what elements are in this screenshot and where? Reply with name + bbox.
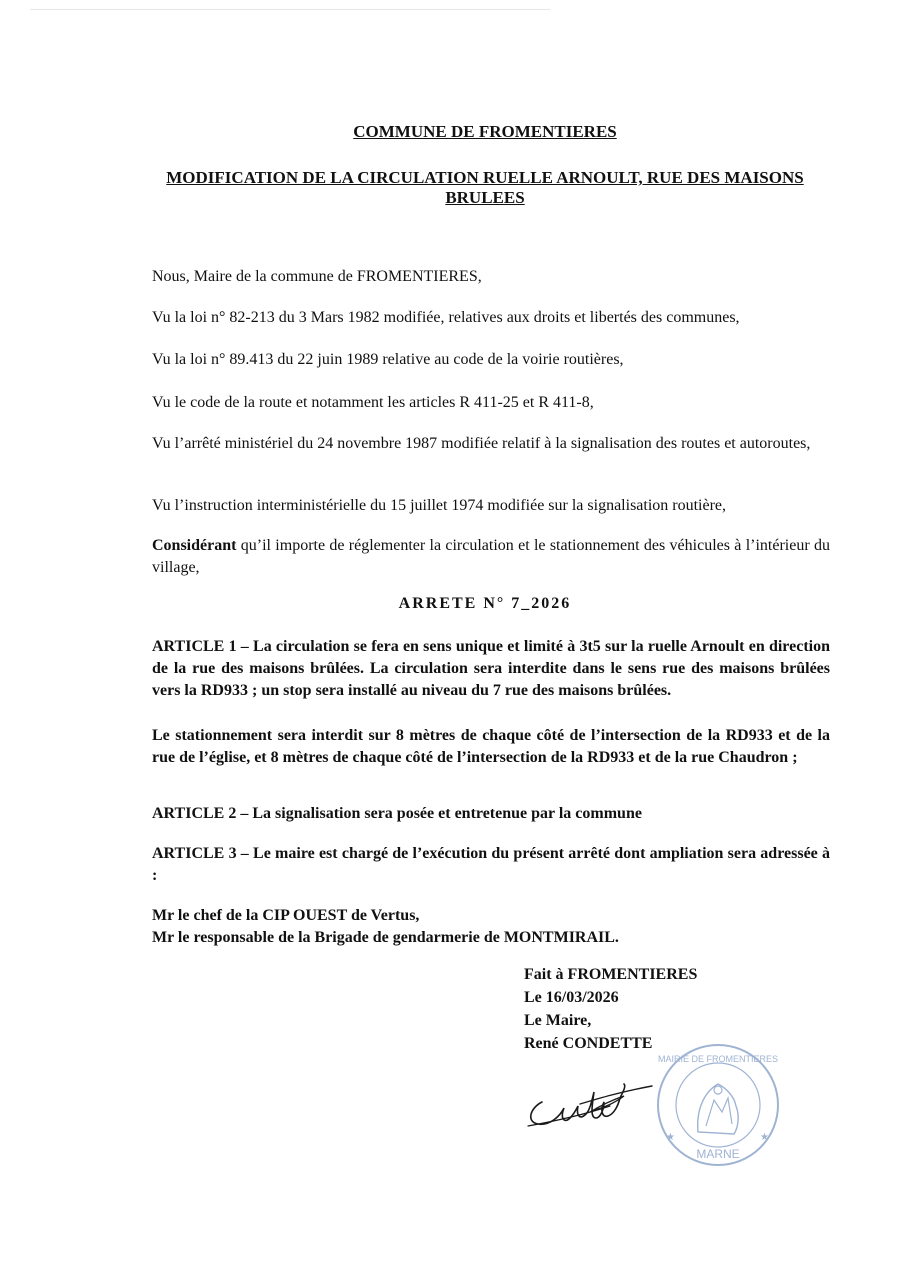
article-1-stationnement: Le stationnement sera interdit sur 8 mètres de chaque côté de l’intersection de la RD933 et de la rue de l’église, et 8 mètres de chaque côté de l’intersection de la RD933 et de la rue Chaudron ; — [152, 727, 830, 766]
considerant-text: qu’il importe de réglementer la circulation et le stationnement des véhicules à l’intérieur du village, — [152, 537, 830, 576]
svg-text:★: ★ — [666, 1132, 675, 1143]
commune-title: COMMUNE DE FROMENTIERES — [353, 122, 617, 141]
signature-name: René CONDETTE — [524, 1035, 653, 1052]
stamp-mairie-text: MAIRIE DE FROMENTIERES — [657, 1054, 779, 1064]
signature-date: Le 16/03/2026 — [524, 989, 619, 1006]
vu-loi-1982: Vu la loi n° 82-213 du 3 Mars 1982 modifiée, relatives aux droits et libertés des communes, — [152, 309, 740, 326]
recipient-gendarmerie: Mr le responsable de la Brigade de gendarmerie de MONTMIRAIL. — [152, 929, 619, 946]
stamp-marne-text: MARNE — [696, 1147, 740, 1161]
intro-line: Nous, Maire de la commune de FROMENTIERES, — [152, 268, 482, 285]
scan-edge-line — [30, 9, 550, 10]
signature-place: Fait à FROMENTIERES — [524, 966, 698, 983]
vu-arrete-ministeriel: Vu l’arrêté ministériel du 24 novembre 1987 modifiée relatif à la signalisation des routes et autoroutes, — [152, 435, 811, 452]
recipient-cip: Mr le chef de la CIP OUEST de Vertus, — [152, 907, 420, 924]
considerant-paragraph — [152, 535, 830, 579]
arrete-number: ARRETE N° 7_2026 — [398, 595, 572, 612]
vu-loi-1989: Vu la loi n° 89.413 du 22 juin 1989 relative au code de la voirie routières, — [152, 351, 624, 368]
subject-title: MODIFICATION DE LA CIRCULATION RUELLE ARNOULT, RUE DES MAISONS BRULEES — [166, 168, 804, 207]
considerant-label: Considérant — [152, 537, 237, 554]
vu-code-route: Vu le code de la route et notamment les articles R 411-25 et R 411-8, — [152, 394, 594, 411]
signature-role: Le Maire, — [524, 1012, 592, 1029]
handwritten-signature — [520, 1066, 660, 1136]
vu-instruction: Vu l’instruction interministérielle du 15 juillet 1974 modifiée sur la signalisation routière, — [152, 497, 727, 514]
article-2: ARTICLE 2 – La signalisation sera posée et entretenue par la commune — [152, 805, 642, 822]
article-1-circulation: ARTICLE 1 – La circulation se fera en sens unique et limité à 3t5 sur la ruelle Arnoult en direction de la rue des maisons brûlées. La circulation sera interdite dans le sens rue des maisons brûlées vers la RD933 ; un stop sera installé au niveau du 7 rue des maisons brûlées. — [152, 638, 830, 699]
svg-text:★: ★ — [760, 1132, 769, 1143]
mairie-stamp — [648, 1040, 788, 1170]
article-3: ARTICLE 3 – Le maire est chargé de l’exécution du présent arrêté dont ampliation sera adressée à : — [152, 845, 830, 884]
